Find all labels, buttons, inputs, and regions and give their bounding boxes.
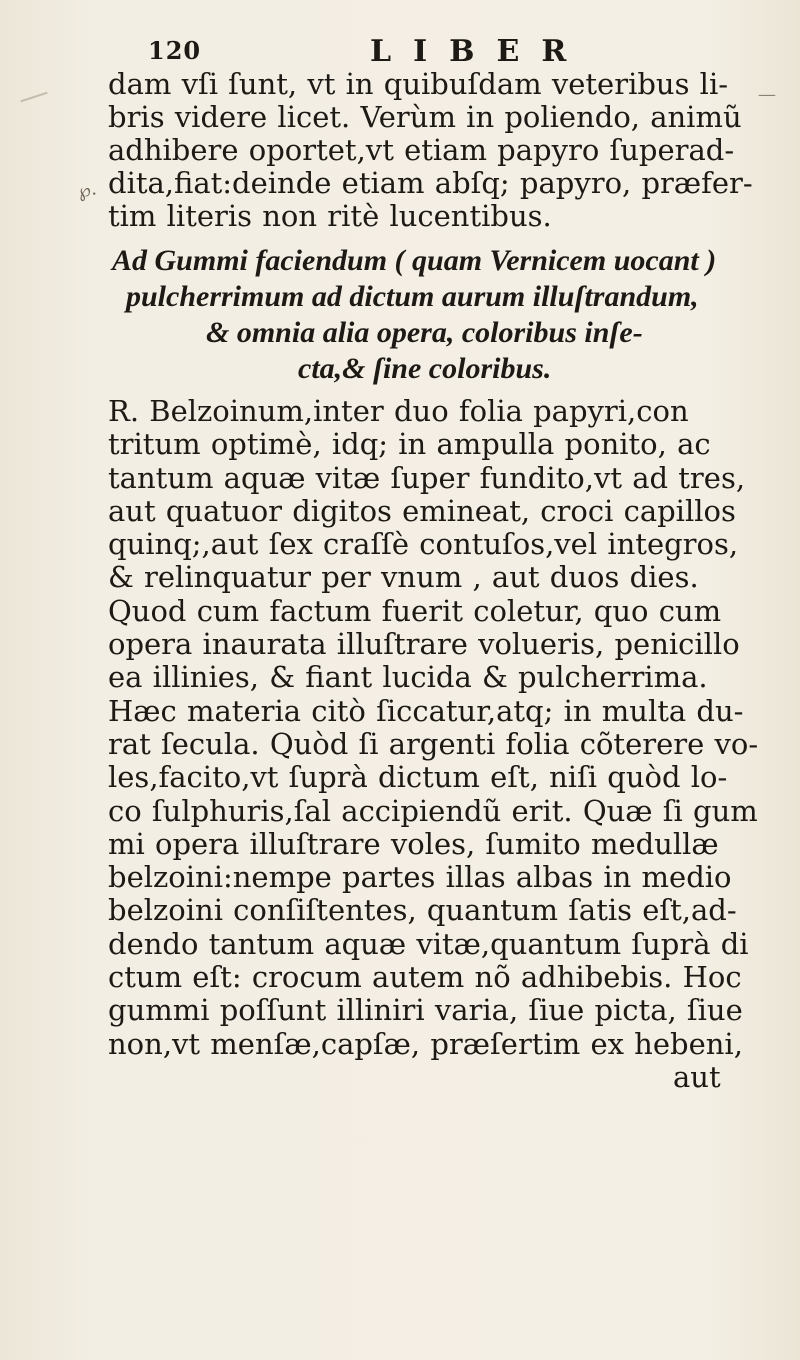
recipe-paragraph	[108, 394, 759, 1094]
text-line: gummi poſſunt illiniri varia, ſiue picta, ſiue	[108, 993, 743, 1028]
text-line: bris videre licet. Verùm in poliendo, animũ	[108, 100, 742, 134]
text-line: rat ſecula. Quòd ſi argenti folia cõterere vo-	[108, 726, 759, 761]
text-line: tantum aquæ vitæ ſuper fundito,vt ad tres,	[108, 460, 746, 495]
text-line: non,vt menſæ,capſæ, præſertim ex hebeni,	[108, 1026, 743, 1061]
text-line: tritum optimè, idq; in ampulla ponito, ac	[108, 427, 711, 462]
text-line: Hæc materia citò ſiccatur,atq; in multa du-	[108, 693, 744, 728]
running-head: LIBER	[370, 34, 589, 69]
text-line: les,facito,vt ſuprà dictum eſt, niſi quòd lo-	[108, 760, 728, 795]
text-line: opera inaurata illuſtrare volueris, penicillo	[108, 627, 740, 662]
text-line: aut quatuor digitos emineat, croci capillos	[108, 493, 736, 528]
text-line: tim literis non ritè lucentibus.	[108, 199, 552, 233]
title-line: pulcherrimum ad dictum aurum illuſtrandum,	[126, 280, 699, 313]
text-line: ea illinies, & fiant lucida & pulcherrima.	[108, 660, 708, 695]
catchword: aut	[673, 1059, 721, 1094]
text-line: R. Belzoinum,inter duo folia papyri,con	[108, 394, 689, 428]
paragraph-continued	[108, 67, 753, 233]
text-line: dita,fiat:deinde etiam abſq; papyro, præfer-	[108, 166, 753, 200]
text-line: co ſulphuris,ſal accipiendũ erit. Quæ ſi gum	[108, 793, 758, 828]
page-header	[148, 34, 608, 70]
title-line: Ad Gummi faciendum ( quam Vernicem uocant )	[112, 244, 717, 277]
margin-tick: —	[758, 84, 776, 105]
section-title	[108, 243, 748, 387]
margin-annotation: ℘.	[76, 178, 99, 203]
text-line: quinq;,aut ſex craſſè contuſos,vel integros,	[108, 527, 739, 562]
text-line: dendo tantum aquæ vitæ,quantum ſuprà di	[108, 926, 749, 961]
text-line: belzoini:nempe partes illas albas in medio	[108, 860, 732, 895]
page-number: 120	[148, 36, 202, 65]
title-line: cta,& ſine coloribus.	[298, 352, 552, 385]
text-line: dam vſi ſunt, vt in quibuſdam veteribus li-	[108, 67, 729, 101]
text-line: adhibere oportet,vt etiam papyro ſuperad-	[108, 133, 735, 167]
title-line: & omnia alia opera, coloribus inſe-	[206, 316, 643, 349]
text-line: ctum eſt: crocum autem nõ adhibebis. Hoc	[108, 960, 742, 995]
text-line: belzoini conſiſtentes, quantum ſatis eſt,ad-	[108, 893, 737, 928]
text-block	[108, 67, 759, 1094]
margin-stroke	[20, 92, 47, 103]
text-line: & relinquatur per vnum , aut duos dies.	[108, 560, 699, 595]
text-line: mi opera illuſtrare voles, ſumito medullæ	[108, 826, 719, 861]
text-line: Quod cum factum fuerit coletur, quo cum	[108, 593, 722, 628]
